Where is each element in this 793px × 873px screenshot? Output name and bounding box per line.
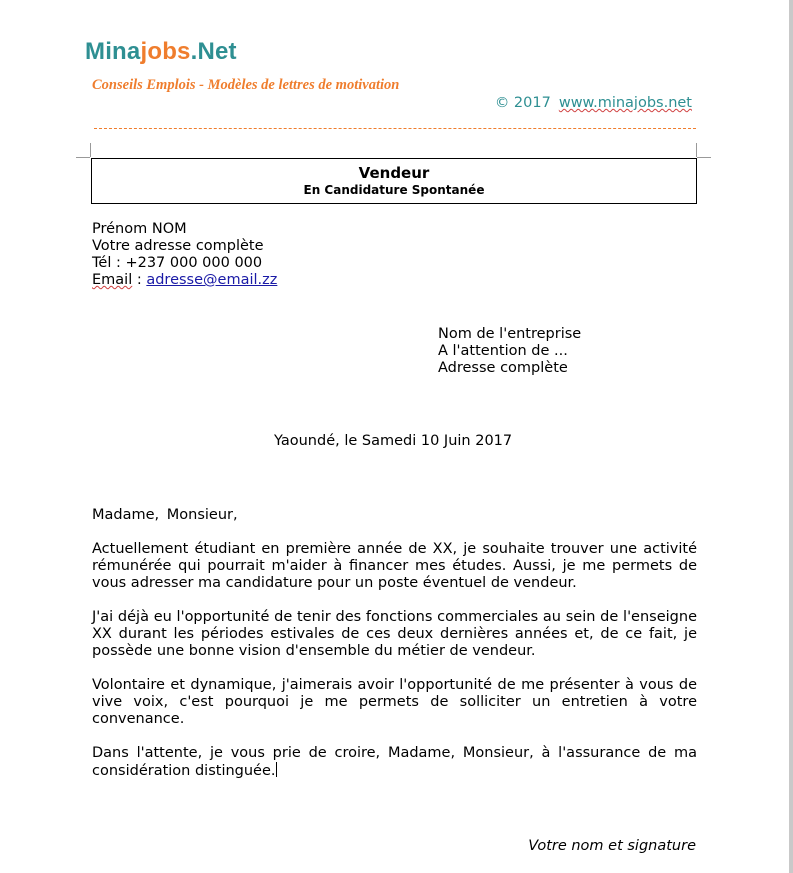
- sender-phone: Tél : +237 000 000 000: [92, 255, 263, 271]
- copyright-text: © 2017: [494, 95, 551, 111]
- crop-mark-left-h: [76, 157, 90, 158]
- website-link[interactable]: www.minajobs.net: [558, 95, 692, 111]
- salutation: Madame, Monsieur,: [92, 507, 238, 523]
- site-logo: Minajobs.Net: [85, 38, 237, 65]
- crop-mark-left-v: [90, 143, 91, 157]
- date-line: Yaoundé, le Samedi 10 Juin 2017: [274, 433, 513, 449]
- page-edge: [789, 0, 793, 873]
- recipient-attention: A l'attention de ...: [438, 343, 568, 359]
- paragraph: J'ai déjà eu l'opportunité de tenir des fonctions commerciales au sein de l'enseigne XX durant les périodes estivales de ces deux dernières années et, de ce fait, je possède une bonne vision d'ensemble du métier de vendeur.: [92, 609, 697, 659]
- job-title: Vendeur: [358, 164, 430, 182]
- paragraph: Actuellement étudiant en première année de XX, je souhaite trouver une activité rémunérée qui pourrait m'aider à financer mes études. Aussi, je me permets de vous adresser ma candidature pour un poste éventuel de vendeur.: [92, 541, 697, 591]
- sender-name: Prénom NOM: [92, 221, 187, 237]
- crop-mark-right-v: [696, 143, 697, 157]
- signature: Votre nom et signature: [528, 838, 696, 854]
- job-subtitle: En Candidature Spontanée: [303, 183, 485, 197]
- sender-block: [92, 221, 277, 289]
- crop-mark-right-h: [697, 157, 711, 158]
- letter-body: [92, 507, 697, 797]
- title-box: [91, 158, 697, 204]
- sender-email-line: [92, 272, 277, 289]
- email-link[interactable]: adresse@email.zz: [146, 272, 278, 288]
- recipient-block: [438, 326, 581, 377]
- email-separator: :: [132, 272, 147, 288]
- sender-address: Votre adresse complète: [92, 238, 264, 254]
- header-divider: [94, 128, 696, 129]
- text-cursor: [276, 762, 278, 777]
- copyright-line: [495, 95, 692, 111]
- paragraph: Volontaire et dynamique, j'aimerais avoir l'opportunité de me présenter à vous de vive voix, c'est pourquoi je me permets de solliciter un entretien à votre convenance.: [92, 677, 697, 727]
- recipient-address: Adresse complète: [438, 360, 568, 376]
- paragraph-closing: Dans l'attente, je vous prie de croire, Madame, Monsieur, à l'assurance de ma considération distinguée.: [92, 745, 697, 779]
- tagline: Conseils Emplois - Modèles de lettres de motivation: [92, 77, 400, 93]
- email-label: Email: [92, 272, 133, 288]
- recipient-company: Nom de l'entreprise: [438, 326, 582, 342]
